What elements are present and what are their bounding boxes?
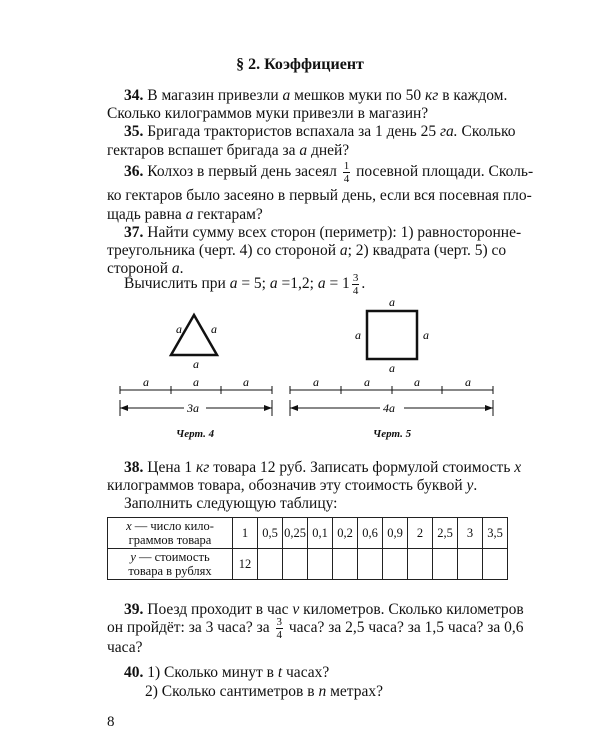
variable: a	[229, 275, 238, 292]
text: Поезд проходит в час	[143, 601, 293, 618]
problem-38-line-3: Заполнить следующую таблицу:	[124, 495, 338, 512]
table-cell: 12	[233, 549, 258, 580]
table-cell: 0,2	[333, 518, 358, 549]
table-cell: 0,1	[308, 518, 333, 549]
problem-number: 37.	[124, 224, 144, 241]
text: мешков муки по 50	[290, 87, 426, 104]
variable: a	[317, 275, 326, 292]
variable: n	[318, 683, 327, 700]
text: треугольника (черт. 4) со стороной	[107, 242, 340, 259]
segment-4a-arrow-left	[290, 405, 298, 411]
triangle-label-left: a	[176, 322, 182, 336]
text: 2) Сколько сантиметров в	[145, 683, 319, 700]
variable: v	[292, 601, 300, 618]
variable: a	[339, 242, 348, 259]
table-cell: 1	[233, 518, 258, 549]
numerator: 3	[276, 615, 282, 628]
variable: x	[126, 519, 132, 533]
variable: x	[514, 459, 522, 476]
page-number: 8	[107, 714, 115, 730]
table-cell	[433, 549, 458, 580]
text: посевной площади. Сколь-	[352, 163, 534, 180]
unit: кг	[425, 87, 439, 104]
table-cell	[408, 549, 433, 580]
row-header-x	[108, 518, 233, 549]
text: = 5;	[237, 275, 270, 292]
problem-number: 39.	[124, 601, 144, 618]
table-cell: 2,5	[433, 518, 458, 549]
table-cell	[458, 549, 483, 580]
problem-34-line-2: Сколько килограммов муки привезли в магазин?	[107, 105, 429, 122]
problem-39-line-2	[107, 614, 524, 642]
segment-4a-total-label: 4a	[383, 401, 395, 415]
problem-38-line-2	[107, 476, 477, 496]
segment-4a-part-label: a	[465, 375, 471, 389]
table-cell: 0,25	[283, 518, 308, 549]
problem-40-line-2	[145, 682, 383, 702]
table-cell: 2	[408, 518, 433, 549]
table-cell	[383, 549, 408, 580]
row-header-y	[108, 549, 233, 580]
variable: a	[269, 275, 278, 292]
table-cell: 0,9	[383, 518, 408, 549]
text: Бригада трактористов вспахала за 1 день 25	[143, 123, 440, 140]
table-cell	[483, 549, 508, 580]
text: килограммов товара, обозначив эту стоимость буквой	[107, 477, 467, 494]
text: товара в рублях	[128, 564, 212, 578]
square-label-left: a	[355, 328, 361, 342]
problem-38-line-1	[124, 458, 521, 478]
segment-4a-part-label: a	[364, 375, 370, 389]
price-table	[107, 517, 508, 580]
square-label-right: a	[423, 328, 429, 342]
text: часа? за 2,5 часа? за 1,5 часа? за 0,6	[285, 619, 524, 636]
text: гектаров вспашет бригада за	[107, 142, 300, 159]
segment-3a-part-label: a	[243, 375, 249, 389]
table-cell	[283, 549, 308, 580]
figure-4-caption: Черт. 4	[176, 428, 215, 440]
triangle-label-bottom: a	[193, 357, 199, 371]
text: =1,2;	[277, 275, 318, 292]
denominator: 4	[343, 172, 350, 185]
table-cell: 0,6	[358, 518, 383, 549]
square-shape	[367, 311, 417, 359]
fraction-three-quarters	[276, 616, 284, 641]
table-cell: 3,5	[483, 518, 508, 549]
variable: t	[277, 664, 283, 681]
problem-number: 40.	[124, 664, 144, 681]
square-label-top: a	[389, 295, 395, 309]
table-cell: 0,5	[258, 518, 283, 549]
numerator: 3	[352, 271, 359, 284]
text: километров. Сколько километров	[299, 601, 524, 618]
problem-number: 34.	[124, 87, 144, 104]
segment-3a-arrow-right	[264, 405, 272, 411]
variable: a	[185, 206, 194, 223]
problem-number: 38.	[124, 459, 144, 476]
segment-3a-part-label: a	[193, 375, 199, 389]
figure-5-caption: Черт. 5	[373, 428, 412, 440]
text: граммов товара	[128, 533, 212, 547]
problem-number: 36.	[124, 163, 144, 180]
text: .	[473, 477, 478, 494]
text: Колхоз в первый день засеял	[143, 163, 341, 180]
variable: y	[130, 550, 136, 564]
table-row	[108, 549, 508, 580]
segment-4a-part-label: a	[313, 375, 319, 389]
numerator: 1	[343, 159, 350, 172]
text: — стоимость	[135, 550, 210, 564]
unit: кг	[196, 459, 210, 476]
variable: a	[282, 87, 291, 104]
problem-36-line-2: ко гектаров было засеяно в первый день, если вся посевная пло-	[107, 187, 532, 204]
text: в каждом.	[438, 87, 508, 104]
segment-3a-total-label: 3a	[187, 401, 199, 415]
text: щадь равна	[107, 206, 186, 223]
segment-3a-arrow-left	[120, 405, 128, 411]
table-cell	[358, 549, 383, 580]
text: Вычислить при	[124, 275, 230, 292]
problem-39-line-3: часа?	[107, 639, 143, 656]
text: дней?	[307, 142, 350, 159]
text: гектарам?	[193, 206, 263, 223]
unit: га.	[439, 123, 458, 140]
text: .	[361, 275, 366, 292]
table-cell: 3	[458, 518, 483, 549]
table-cell	[258, 549, 283, 580]
table-row	[108, 518, 508, 549]
text: Цена 1	[143, 459, 196, 476]
denominator: 4	[276, 628, 282, 641]
problem-number: 35.	[124, 123, 144, 140]
triangle-label-right: a	[211, 322, 217, 336]
text: Сколько	[457, 123, 516, 140]
variable: a	[299, 142, 308, 159]
text: стороной	[107, 260, 172, 277]
text: часах?	[282, 664, 330, 681]
table-cell	[333, 549, 358, 580]
denominator: 4	[352, 284, 359, 297]
text: — число кило-	[131, 519, 214, 533]
table-cell	[308, 549, 333, 580]
text: .	[179, 260, 184, 277]
text: он пройдёт: за 3 часа? за	[107, 619, 274, 636]
text: В магазин привезли	[143, 87, 283, 104]
square-label-bottom: a	[389, 361, 395, 375]
text: ; 2) квадрата (черт. 5) со	[347, 242, 507, 259]
variable: y	[466, 477, 474, 494]
variable: a	[171, 260, 180, 277]
text: 1) Сколько минут в	[143, 664, 278, 681]
text: = 1	[325, 275, 350, 292]
segment-4a-arrow-right	[485, 405, 493, 411]
text: товара 12 руб. Записать формулой стоимость	[209, 459, 515, 476]
problem-40-line-1	[124, 663, 329, 683]
text: метрах?	[326, 683, 383, 700]
text: Найти сумму всех сторон (периметр): 1) равносторонне-	[143, 224, 522, 241]
section-title: § 2. Коэффициент	[236, 56, 364, 73]
segment-4a-part-label: a	[414, 375, 420, 389]
segment-3a-part-label: a	[143, 375, 149, 389]
